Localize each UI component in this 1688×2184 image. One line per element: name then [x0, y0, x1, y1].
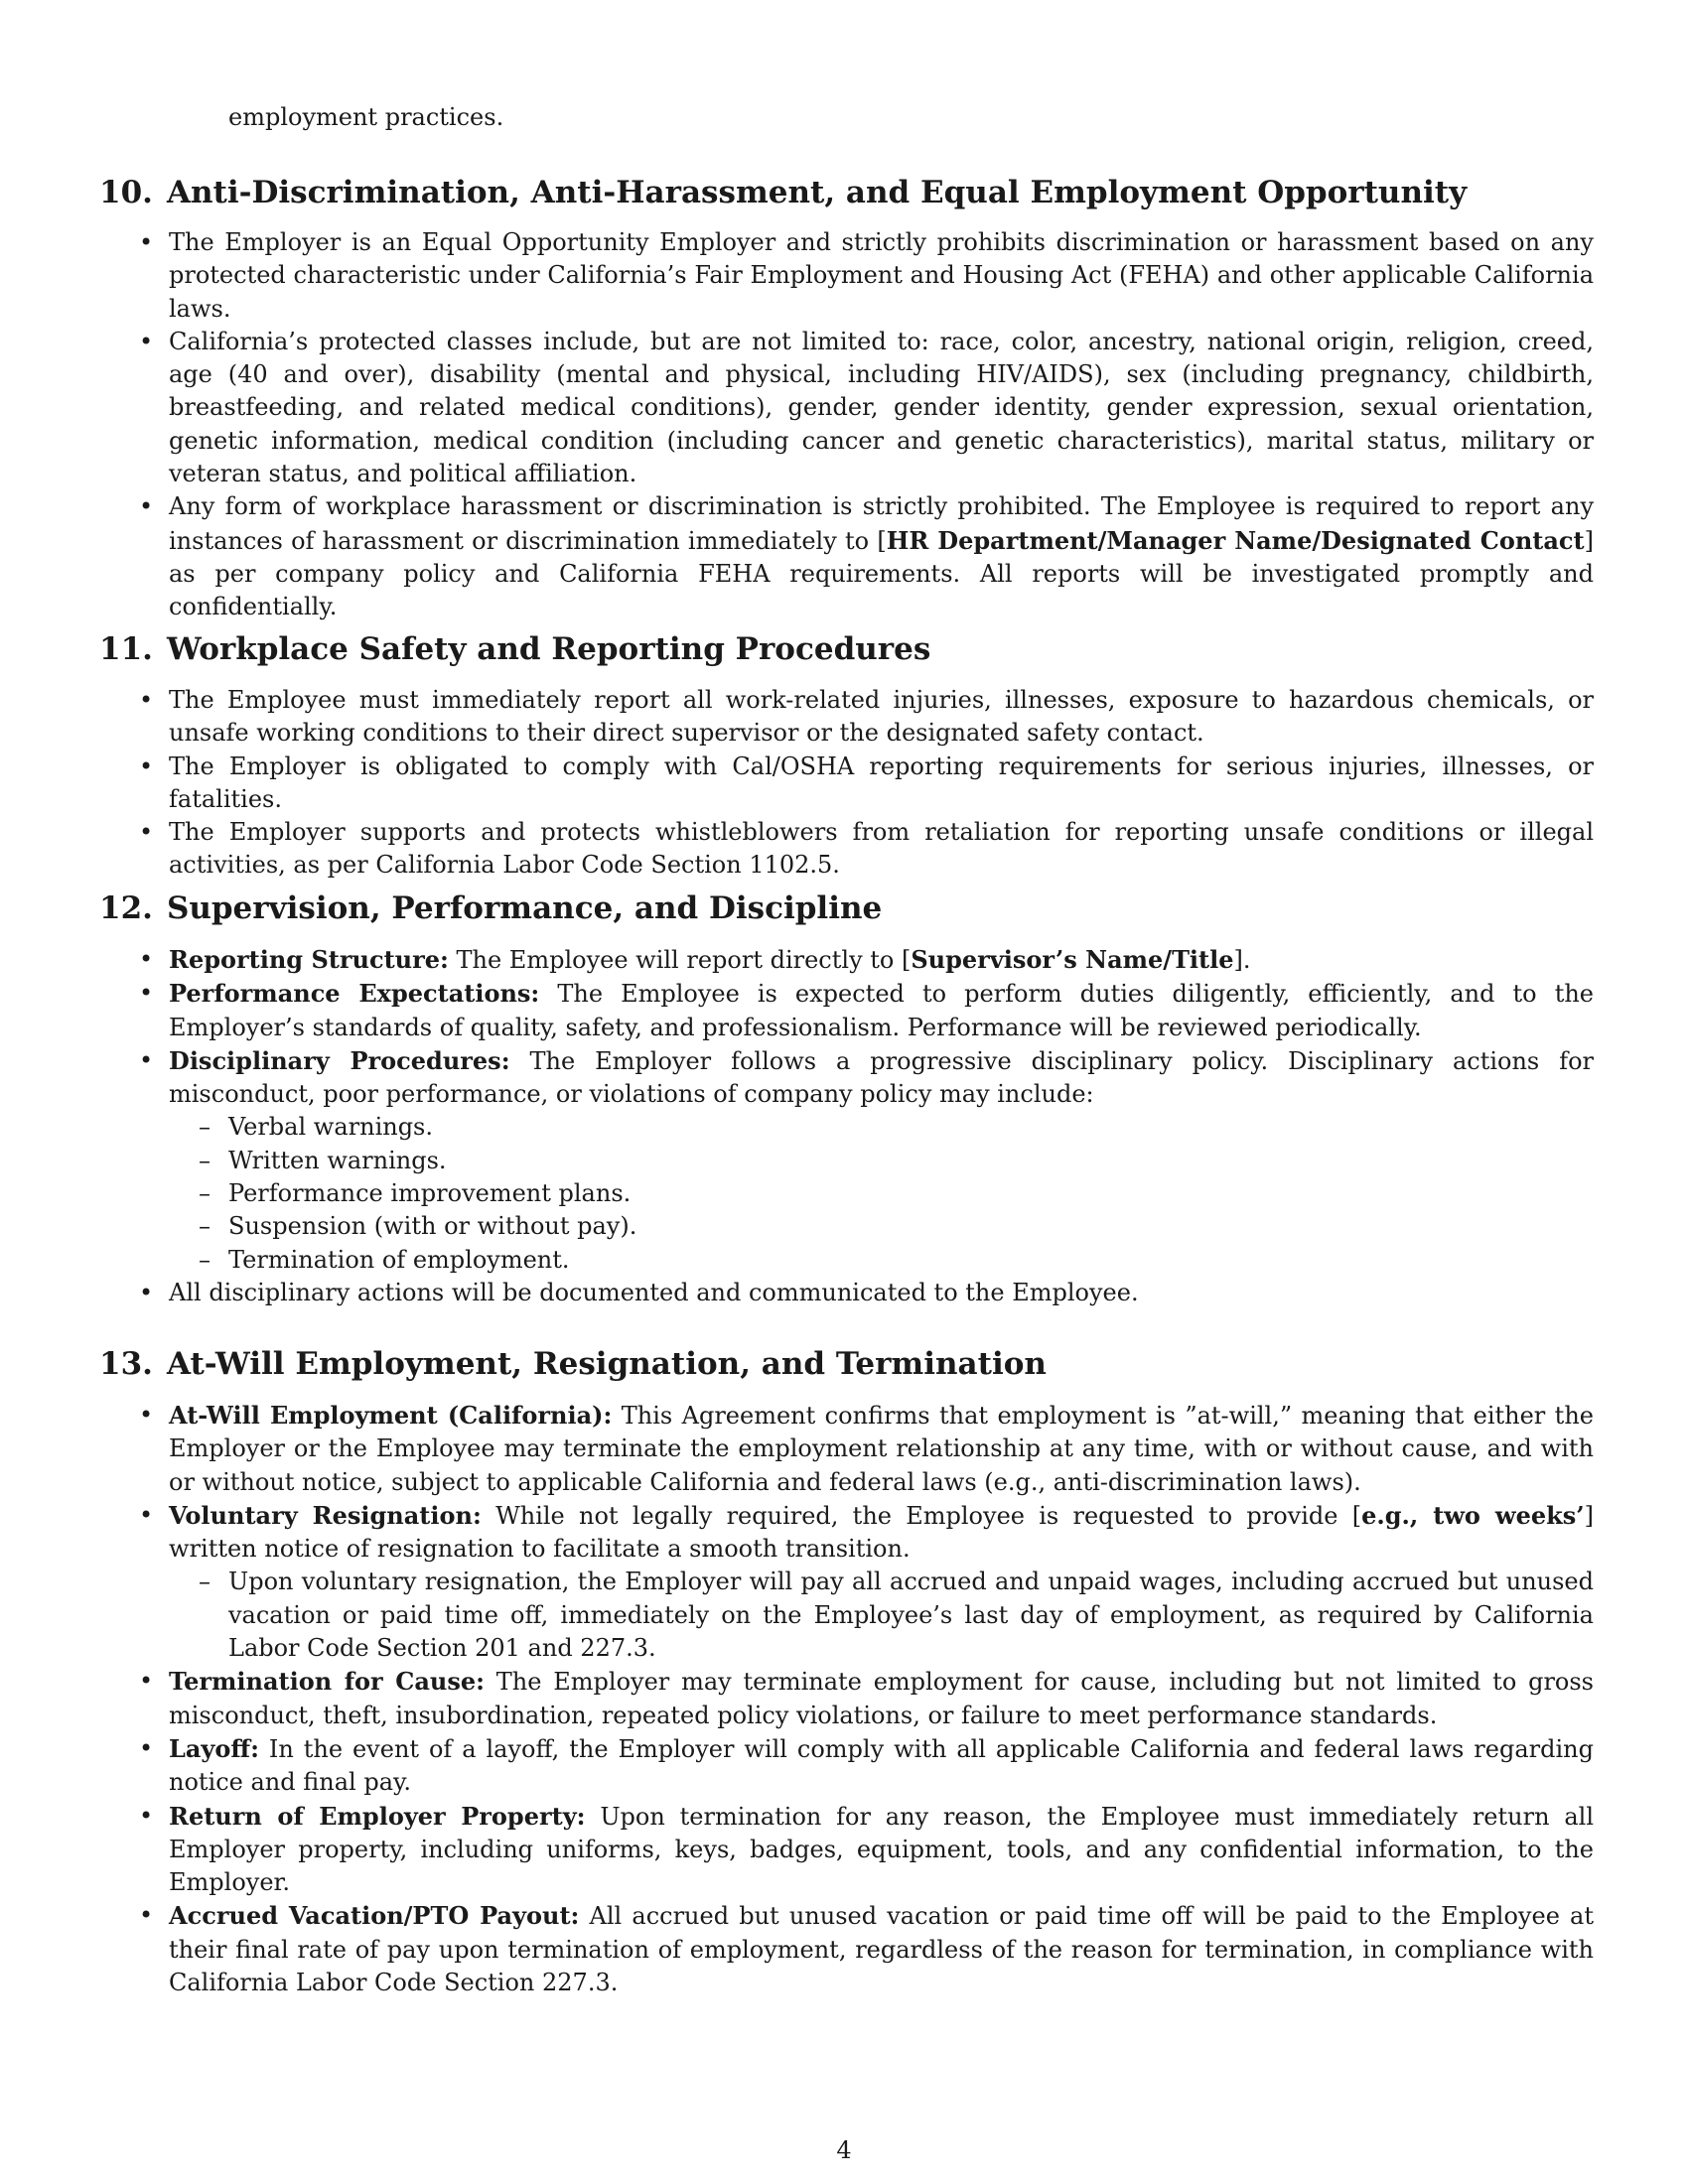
list-item — [99, 943, 1594, 977]
item-text: All disciplinary actions will be documented and communicated to the Employee. — [169, 1278, 1139, 1306]
section-number: 12. — [99, 890, 153, 926]
item-text: The Employee will report directly to [ — [448, 946, 912, 974]
list-item — [99, 1665, 1594, 1732]
section-heading-11 — [99, 629, 930, 669]
section-number: 10. — [99, 175, 153, 210]
sub-list — [169, 1111, 1594, 1276]
item-text: Upon termination for any reason, the Employee must immediately return all Employer property, including uniforms, keys, badges, equipment, tools, and any confidential information, to the Employer. — [169, 1802, 1594, 1897]
item-text: The Employee is expected to perform duties diligently, efficiently, and to the Employer’s standards of quality, safety, and professionalism. Performance will be reviewed periodically. — [169, 980, 1594, 1041]
sub-list-item: – Upon voluntary resignation, the Employer will pay all accrued and unpaid wages, including accrued but unused vacation or paid time off, immediately on the Employee’s last day of employment, as required by California Labor Code Section 201 and 227.3. — [169, 1566, 1594, 1665]
section-12-list — [99, 943, 1594, 1309]
item-label: Termination for Cause: — [169, 1667, 485, 1697]
item-text: While not legally required, the Employee is requested to provide [ — [481, 1501, 1362, 1530]
list-item — [99, 1399, 1594, 1499]
item-text: The Employer supports and protects whistleblowers from retaliation for reporting unsafe conditions or illegal activities, as per California Labor Code Section 1102.5. — [169, 818, 1594, 880]
sub-list-item: – Written warnings. — [169, 1145, 1594, 1177]
item-text: The Employer may terminate employment for cause, including but not limited to gross misconduct, theft, insubordination, repeated policy violations, or failure to meet performance standards. — [169, 1668, 1594, 1729]
item-text: In the event of a layoff, the Employer will comply with all applicable California and federal laws regarding notice and final pay. — [169, 1734, 1594, 1797]
item-text: Any form of workplace harassment or discrimination is strictly prohibited. The Employee is required to report any instances of harassment or discrimination immediately to [ — [169, 492, 1594, 555]
list-item — [99, 326, 1594, 490]
sub-list-item: – Suspension (with or without pay). — [169, 1210, 1594, 1243]
item-text: The Employer is an Equal Opportunity Employer and strictly prohibits discrimination or harassment based on any protected characteristic under California’s Fair Employment and Housing Act (FEHA) and other applicable California laws. — [169, 228, 1594, 323]
section-11-list — [99, 684, 1594, 883]
placeholder-field: HR Department/Manager Name/Designated Contact — [886, 525, 1585, 555]
item-text: All accrued but unused vacation or paid time off will be paid to the Employee at their final rate of pay upon termination of employment, regardless of the reason for termination, in compliance with California Labor Code Section 227.3. — [169, 1902, 1594, 1997]
section-title: At-Will Employment, Resignation, and Termination — [166, 1346, 1047, 1382]
list-item — [99, 816, 1594, 883]
sub-list-item: – Verbal warnings. — [169, 1111, 1594, 1144]
list-item — [99, 1277, 1594, 1309]
section-number: 11. — [99, 631, 153, 667]
item-text: The Employer is obligated to comply with Cal/OSHA reporting requirements for serious injuries, illnesses, or fatalities. — [169, 751, 1594, 813]
item-label: At-Will Employment (California): — [169, 1401, 613, 1430]
section-title: Supervision, Performance, and Discipline — [166, 890, 883, 926]
page-number: 4 — [836, 2136, 852, 2164]
item-text: ] written notice of resignation to facilitate a smooth transition. — [169, 1501, 1595, 1564]
placeholder-field: e.g., two weeks’ — [1361, 1500, 1585, 1530]
sub-list — [169, 1566, 1594, 1665]
item-text: California’s protected classes include, but are not limited to: race, color, ancestry, national origin, religion, creed, age (40 and over), disability (mental and physical, including HIV/AIDS), sex (including pregnancy, childbirth, breastfeeding, and related medical conditions), gender, gender identity, gender expression, sexual orientation, genetic information, medical condition (including cancer and genetic characteristics), marital status, military or veteran status, and political affiliation. — [169, 327, 1594, 488]
section-heading-10 — [99, 173, 1467, 212]
section-13-list — [99, 1399, 1594, 1999]
item-label: Accrued Vacation/PTO Payout: — [169, 1901, 580, 1931]
item-label: Performance Expectations: — [169, 979, 540, 1009]
section-title: Anti-Discrimination, Anti-Harassment, and Equal Employment Opportunity — [166, 175, 1468, 210]
section-10-list — [99, 226, 1594, 624]
section-title: Workplace Safety and Reporting Procedures — [166, 631, 931, 667]
item-text: This Agreement confirms that employment is ”at-will,” meaning that either the Employer or the Employee may terminate the employment relationship at any time, with or without cause, and with or without notice, subject to applicable California and federal laws (e.g., anti-discrimination laws). — [169, 1402, 1594, 1496]
list-item — [99, 684, 1594, 751]
list-item — [99, 1499, 1594, 1665]
item-label: Reporting Structure: — [169, 945, 449, 974]
item-text: ] as per company policy and California FEHA requirements. All reports will be investigated promptly and confidentially. — [169, 526, 1594, 621]
list-item — [99, 490, 1594, 623]
sub-list-item: – Performance improvement plans. — [169, 1177, 1594, 1210]
list-item — [99, 1732, 1594, 1800]
sub-list-item: – Termination of employment. — [169, 1244, 1594, 1277]
section-heading-12 — [99, 888, 882, 928]
list-item — [99, 977, 1594, 1044]
list-item — [99, 1044, 1594, 1277]
list-item — [99, 751, 1594, 817]
item-text: ]. — [1233, 946, 1251, 974]
placeholder-field: Supervisor’s Name/Title — [911, 945, 1234, 974]
item-text: The Employer follows a progressive disciplinary policy. Disciplinary actions for misconduct, poor performance, or violations of company policy may include: — [169, 1046, 1595, 1109]
list-item — [99, 1899, 1594, 1999]
section-number: 13. — [99, 1346, 153, 1382]
section-heading-13 — [99, 1344, 1047, 1384]
continuation-text: employment practices. — [228, 103, 504, 131]
list-item — [99, 1800, 1594, 1900]
item-label: Disciplinary Procedures: — [169, 1045, 510, 1075]
item-label: Return of Employer Property: — [169, 1801, 586, 1831]
item-text: The Employee must immediately report all work-related injuries, illnesses, exposure to hazardous chemicals, or unsafe working conditions to their direct supervisor or the designated safety contact. — [169, 686, 1594, 748]
item-label: Voluntary Resignation: — [169, 1500, 482, 1530]
list-item — [99, 226, 1594, 326]
item-label: Layoff: — [169, 1733, 259, 1763]
